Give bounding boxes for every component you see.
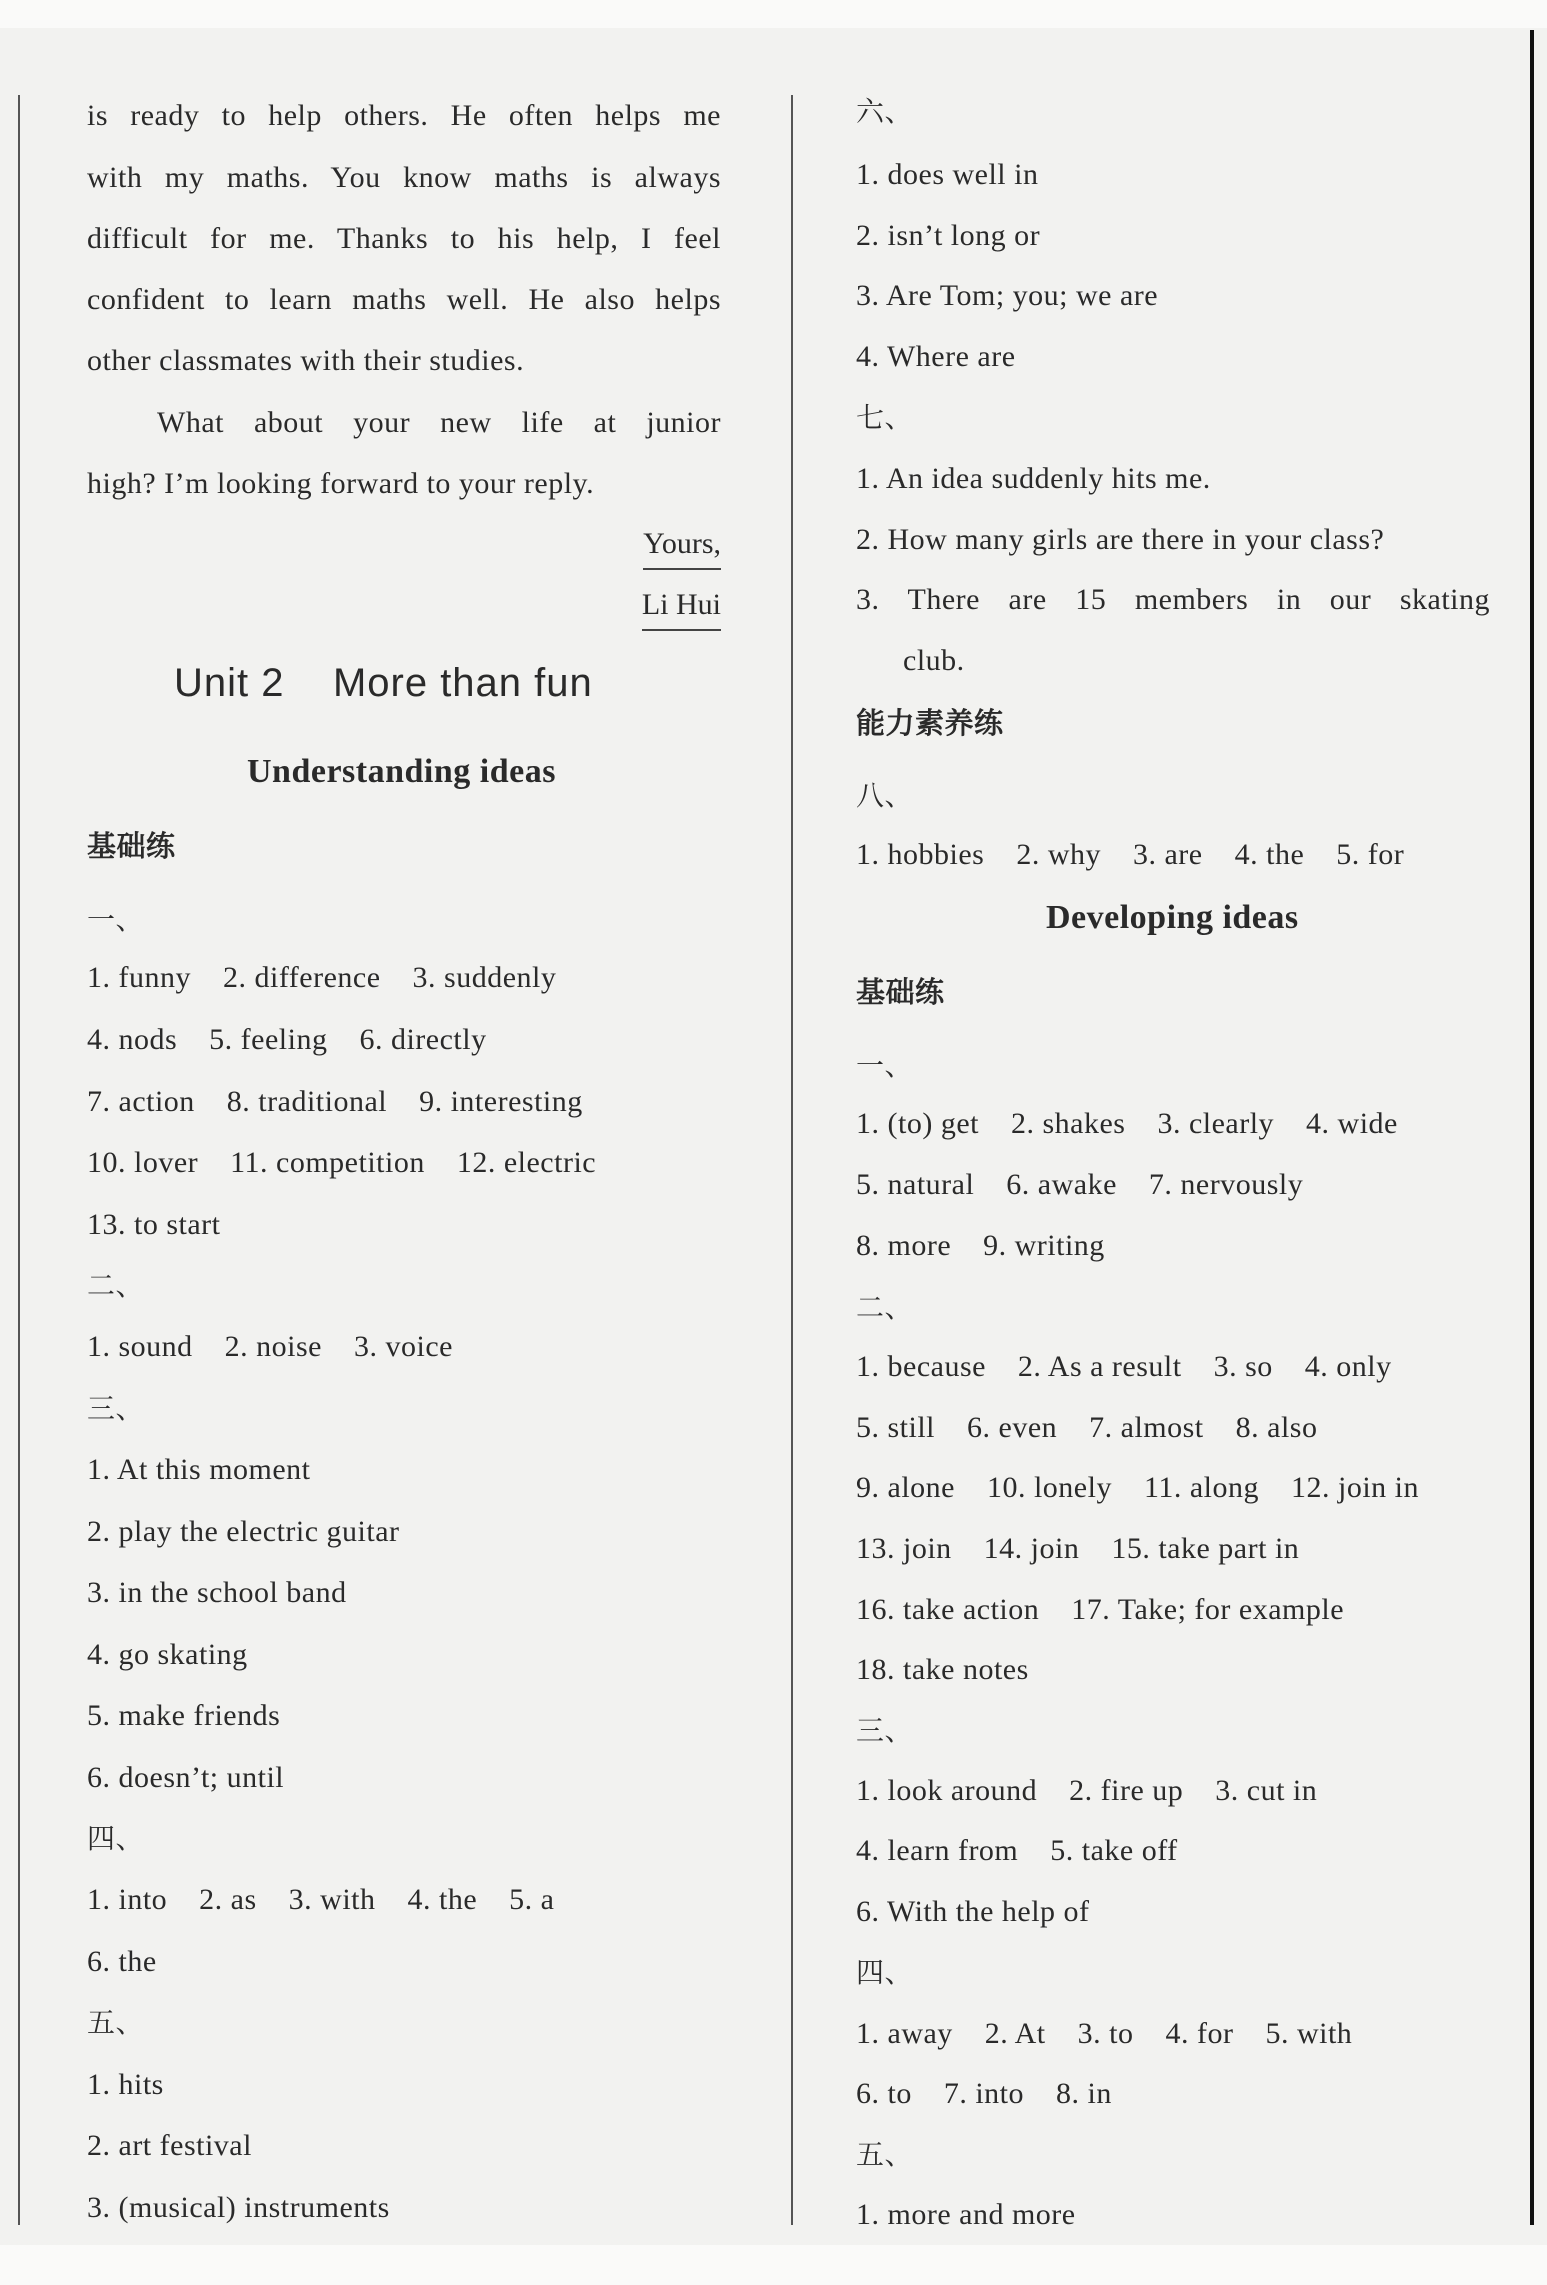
section-number: 一、 [856,1049,914,1082]
answer-line: 1. does well in [856,158,1039,191]
answer-line: 1. sound 2. noise 3. voice [87,1330,453,1363]
answer-line: 6. doesn’t; until [87,1761,285,1794]
answer-line: 3. (musical) instruments [87,2191,390,2224]
letter-line: is ready to help others. He often helps me [87,99,721,132]
answer-line: 6. the [87,1945,157,1978]
unit-title: Unit 2 More than fun [174,661,593,705]
answer-line: 2. How many girls are there in your class? [856,523,1385,556]
answer-line: 1. because 2. As a result 3. so 4. only [856,1350,1392,1383]
answer-line: 1. funny 2. difference 3. suddenly [87,961,557,994]
answer-line: 3. in the school band [87,1576,347,1609]
section-number: 五、 [87,2006,145,2039]
answer-line: 1. An idea suddenly hits me. [856,462,1211,495]
letter-line: What about your new life at junior [157,406,721,439]
answer-line: 2. play the electric guitar [87,1515,400,1548]
section-title: Understanding ideas [247,753,556,790]
answer-line: 8. more 9. writing [856,1229,1105,1262]
answer-line: 6. With the help of [856,1895,1090,1928]
answer-line: 5. natural 6. awake 7. nervously [856,1168,1304,1201]
answer-line: 1. (to) get 2. shakes 3. clearly 4. wide [856,1107,1398,1140]
answer-line: 2. isn’t long or [856,219,1041,252]
answer-line: 1. away 2. At 3. to 4. for 5. with [856,2017,1353,2050]
answer-line: 4. learn from 5. take off [856,1834,1178,1867]
letter-line: other classmates with their studies. [87,344,525,377]
letter-signature: Li Hui [642,585,721,631]
answer-line: 1. At this moment [87,1453,311,1486]
answer-line: 1. hobbies 2. why 3. are 4. the 5. for [856,838,1405,871]
answer-line: 2. art festival [87,2129,252,2162]
answer-line: 9. alone 10. lonely 11. along 12. join in [856,1471,1419,1504]
answer-line: 18. take notes [856,1653,1029,1686]
letter-line: with my maths. You know maths is always [87,161,721,194]
answer-line: 1. more and more [856,2198,1076,2231]
letter-line: difficult for me. Thanks to his help, I feel [87,222,721,255]
column-divider [791,95,793,2225]
answer-line: 4. Where are [856,340,1016,373]
answer-line: 6. to 7. into 8. in [856,2077,1112,2110]
answer-line: club. [903,644,965,677]
answer-line: 13. to start [87,1208,221,1241]
answer-line: 1. hits [87,2068,164,2101]
section-number: 四、 [856,1956,914,1989]
answer-line: 5. still 6. even 7. almost 8. also [856,1411,1318,1444]
answer-line: 1. look around 2. fire up 3. cut in [856,1774,1318,1807]
top-margin [0,0,1547,28]
section-number: 四、 [87,1822,145,1855]
section-number: 八、 [856,779,914,812]
answer-line: 13. join 14. join 15. take part in [856,1532,1300,1565]
page-edge-rule [1530,30,1534,2225]
answer-line: 7. action 8. traditional 9. interesting [87,1085,583,1118]
letter-line: high? I’m looking forward to your reply. [87,467,595,500]
section-number: 一、 [87,903,145,936]
answer-line: 3. Are Tom; you; we are [856,279,1159,312]
answer-line: 5. make friends [87,1699,281,1732]
section-number: 五、 [856,2138,914,2171]
section-number: 二、 [856,1291,914,1324]
answer-line: 16. take action 17. Take; for example [856,1593,1345,1626]
basic-practice-label: 基础练 [87,829,176,863]
letter-closing: Yours, [643,524,721,570]
section-number: 六、 [856,95,914,128]
answer-line: 3. There are 15 members in our skating [856,583,1490,616]
basic-practice-label: 基础练 [856,975,945,1009]
answer-line: 4. go skating [87,1638,248,1671]
section-title: Developing ideas [1046,899,1299,936]
letter-line: confident to learn maths well. He also helps [87,283,721,316]
section-number: 二、 [87,1269,145,1302]
ability-practice-label: 能力素养练 [856,706,1004,740]
section-number: 三、 [856,1714,914,1747]
section-number: 三、 [87,1392,145,1425]
answer-line: 1. into 2. as 3. with 4. the 5. a [87,1883,555,1916]
section-number: 七、 [856,401,914,434]
left-border-rule [18,95,20,2225]
answer-line: 10. lover 11. competition 12. electric [87,1146,597,1179]
bottom-margin [0,2245,1547,2285]
answer-line: 4. nods 5. feeling 6. directly [87,1023,487,1056]
